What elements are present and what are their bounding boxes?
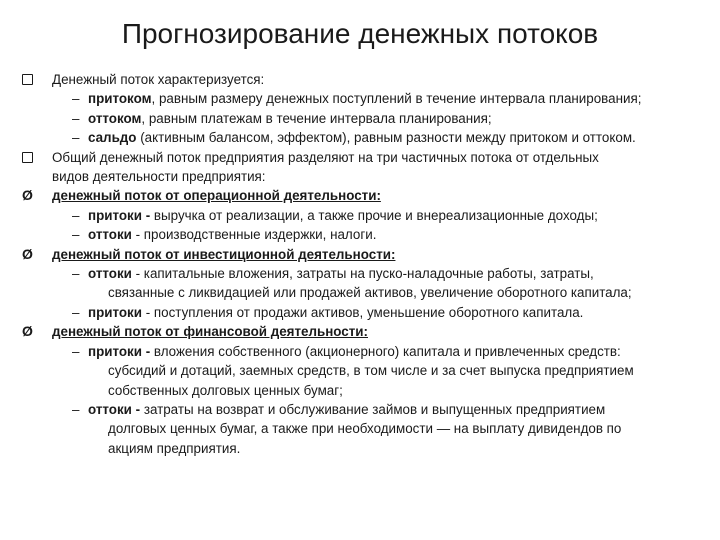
slide-body	[22, 70, 702, 458]
definition: - производственные издержки, налоги.	[131, 227, 377, 243]
arrow-bullet-icon: Ø	[22, 187, 33, 204]
bullet-total-cash-flow	[22, 148, 702, 167]
bullet-text: видов деятельности предприятия:	[52, 169, 266, 185]
bullet-text: Денежный поток характеризуется:	[52, 72, 265, 87]
sub-bullet-financial-inflows	[22, 342, 702, 361]
bullet-text: Общий денежный поток предприятия разделяют на три частичных потока от отдельных	[52, 149, 599, 165]
bullet-cash-flow-characteristics	[22, 70, 702, 89]
heading-financial: денежный поток от финансовой деятельности:	[52, 324, 368, 340]
sub-bullet-financial-outflows	[22, 400, 702, 419]
sub-bullet-investment-inflows	[22, 303, 702, 322]
sub-bullet-investment-outflows-cont	[22, 283, 702, 302]
dash-icon: –	[72, 304, 80, 320]
definition: вложения собственного (акционерного) капитала и привлеченных средств:	[153, 343, 621, 359]
slide-title: Прогнозирование денежных потоков	[121, 18, 599, 49]
sub-bullet-financial-outflows-cont2	[22, 439, 702, 458]
sub-bullet-investment-outflows	[22, 264, 702, 283]
dash-icon: –	[72, 207, 80, 223]
term: притоки -	[88, 343, 154, 359]
dash-icon: –	[72, 91, 80, 107]
definition: собственных долговых ценных бумаг;	[108, 382, 343, 398]
sub-bullet-inflow	[22, 89, 702, 108]
term-inflow: притоком	[88, 91, 152, 107]
checkbox-bullet-icon	[22, 148, 42, 168]
sub-bullet-financial-outflows-cont	[22, 419, 702, 438]
term: притоки -	[88, 207, 154, 223]
definition: акциям предприятия.	[108, 440, 241, 456]
bullet-operating-activity	[22, 186, 702, 205]
heading-investment: денежный поток от инвестиционной деятельности:	[52, 246, 396, 262]
term-balance: сальдо	[88, 130, 137, 146]
dash-icon: –	[72, 266, 80, 282]
definition: долговых ценных бумаг, а также при необходимости — на выплату дивидендов по	[108, 421, 622, 437]
arrow-bullet-icon: Ø	[22, 323, 33, 340]
bullet-financial-activity	[22, 322, 702, 341]
definition: затраты на возврат и обслуживание займов и выпущенных предприятием	[143, 401, 606, 417]
sub-bullet-financial-inflows-cont2	[22, 381, 702, 400]
dash-icon: –	[72, 130, 80, 146]
term: оттоки -	[88, 401, 144, 417]
term-outflow: оттоком	[88, 110, 142, 126]
term: оттоки	[88, 266, 132, 282]
term: притоки	[88, 304, 142, 320]
definition-outflow: , равным платежам в течение интервала планирования;	[141, 110, 492, 126]
heading-operating: денежный поток от операционной деятельности:	[52, 188, 381, 204]
bullet-total-cash-flow-cont	[22, 167, 702, 186]
definition: субсидий и дотаций, заемных средств, в том числе и за счет выпуска предприятием	[108, 363, 634, 379]
dash-icon: –	[72, 401, 80, 417]
sub-bullet-operating-inflows	[22, 206, 702, 225]
sub-bullet-outflow	[22, 109, 702, 128]
dash-icon: –	[72, 227, 80, 243]
dash-icon: –	[72, 110, 80, 126]
sub-bullet-financial-inflows-cont	[22, 361, 702, 380]
term: оттоки	[88, 227, 132, 243]
sub-bullet-operating-outflows	[22, 225, 702, 244]
checkbox-bullet-icon	[22, 70, 42, 90]
arrow-bullet-icon: Ø	[22, 245, 33, 262]
definition: связанные с ликвидацией или продажей активов, увеличение оборотного капитала;	[108, 285, 632, 301]
sub-bullet-balance	[22, 128, 702, 147]
definition-inflow: , равным размеру денежных поступлений в течение интервала планирования;	[151, 91, 642, 107]
definition: выручка от реализации, а также прочие и внереализационные доходы;	[153, 207, 598, 223]
bullet-investment-activity	[22, 245, 702, 264]
definition: - капитальные вложения, затраты на пуско-наладочные работы, затраты,	[131, 266, 594, 282]
dash-icon: –	[72, 343, 80, 359]
definition: - поступления от продажи активов, уменьшение оборотного капитала.	[142, 304, 584, 320]
definition-balance: (активным балансом, эффектом), равным разности между притоком и оттоком.	[136, 130, 636, 146]
